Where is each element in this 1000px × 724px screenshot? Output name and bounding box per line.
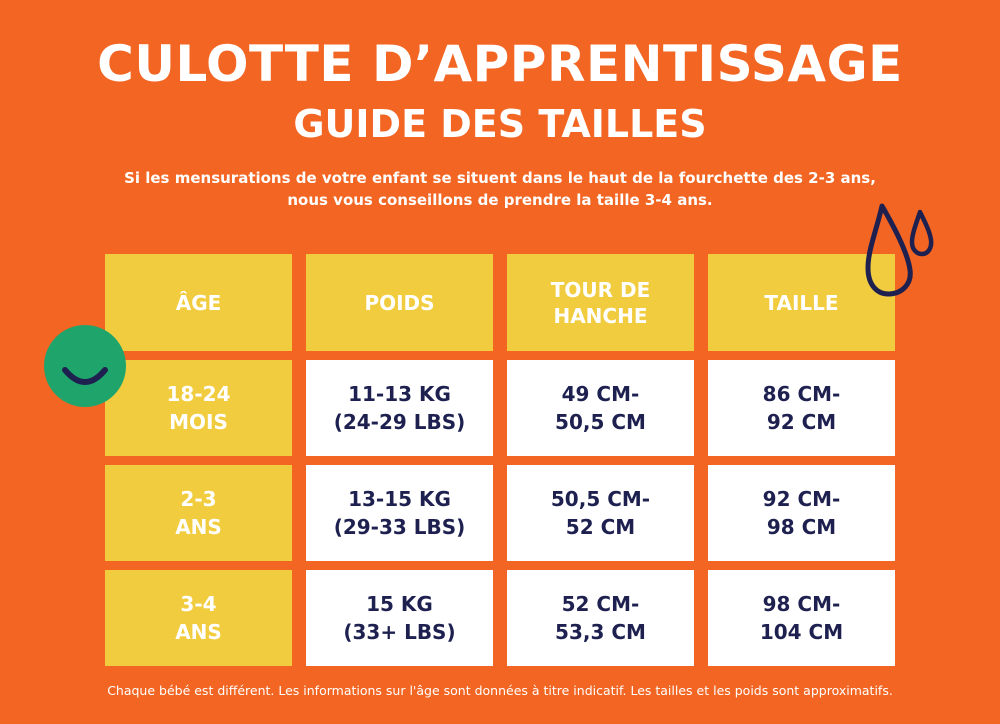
row-2-taille: 92 CM- 98 CM: [708, 465, 895, 561]
intro-line-2: nous vous conseillons de prendre la taille 3-4 ans.: [287, 191, 713, 209]
water-drops-icon: [862, 202, 942, 298]
row-1-poids: 11-13 KG (24-29 LBS): [306, 360, 493, 456]
page-title: CULOTTE D’APPRENTISSAGE: [97, 35, 903, 93]
row-2-poids: 13-15 KG (29-33 LBS): [306, 465, 493, 561]
row-1-tour-de-hanche: 49 CM- 50,5 CM: [507, 360, 694, 456]
footer-disclaimer: Chaque bébé est différent. Les informations sur l'âge sont données à titre indicatif. Les tailles et les poids sont approximatifs.: [107, 683, 893, 698]
header-poids: POIDS: [306, 254, 493, 351]
header-tour-de-hanche: TOUR DE HANCHE: [507, 254, 694, 351]
smiley-icon: [43, 324, 127, 408]
row-2-tour-de-hanche: 50,5 CM- 52 CM: [507, 465, 694, 561]
row-1-age: 18-24 MOIS: [105, 360, 292, 456]
row-2-age: 2-3 ANS: [105, 465, 292, 561]
header-taille: TAILLE: [708, 254, 895, 351]
row-3-age: 3-4 ANS: [105, 570, 292, 666]
row-3-taille: 98 CM- 104 CM: [708, 570, 895, 666]
row-1-taille: 86 CM- 92 CM: [708, 360, 895, 456]
row-3-poids: 15 KG (33+ LBS): [306, 570, 493, 666]
intro-text: [0, 167, 1000, 211]
header-age: ÂGE: [105, 254, 292, 351]
intro-line-1: Si les mensurations de votre enfant se situent dans le haut de la fourchette des 2-3 ans,: [124, 169, 876, 187]
page-subtitle: GUIDE DES TAILLES: [293, 102, 707, 146]
row-3-tour-de-hanche: 52 CM- 53,3 CM: [507, 570, 694, 666]
